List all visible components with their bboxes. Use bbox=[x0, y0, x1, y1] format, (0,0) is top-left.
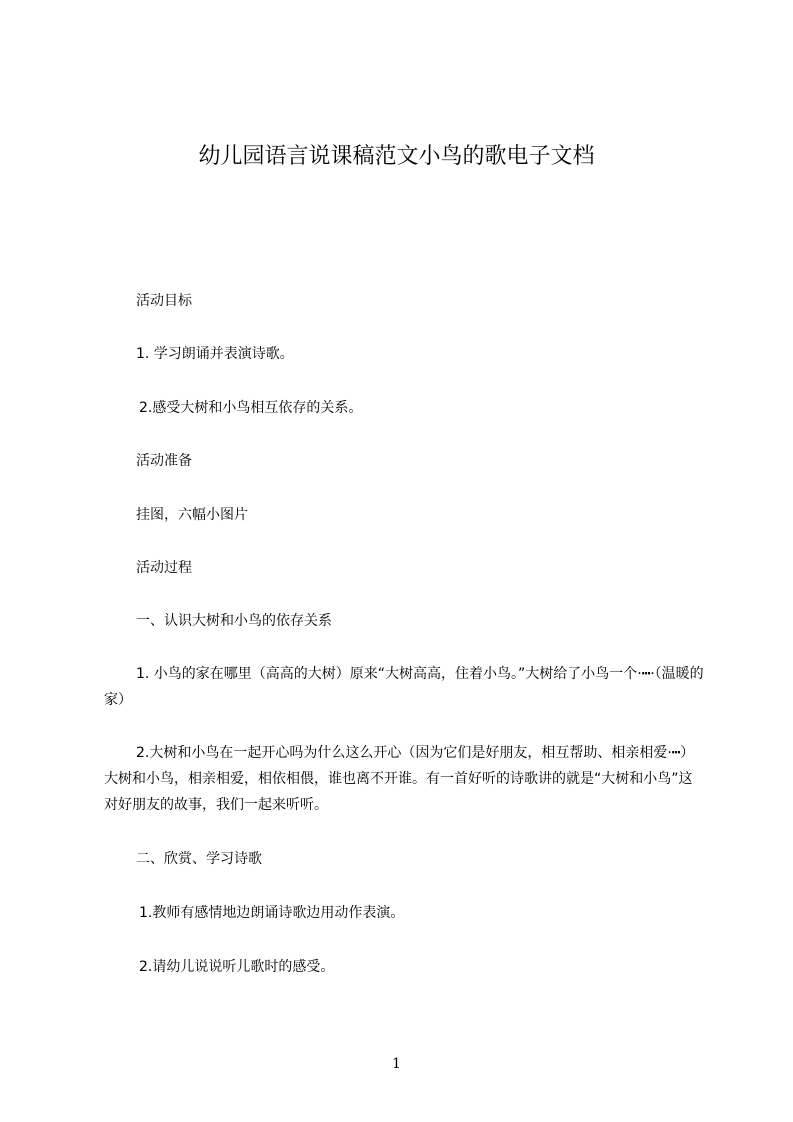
section-heading-process: 活动过程 bbox=[136, 560, 192, 576]
section-heading-goals: 活动目标 bbox=[136, 293, 192, 309]
goal-item-2: 2.感受大树和小鸟相互依存的关系。 bbox=[139, 400, 363, 416]
process-step-1-item-1: 1. 小鸟的家在哪里（高高的大树）原来“大树高高，住着小鸟。”大树给了小鸟一个·┅·（温暖的家） bbox=[104, 666, 704, 708]
process-step-1-item-2: 2.大树和小鸟在一起开心吗为什么这么开心（因为它们是好朋友，相互帮助、相亲相爱·┅）大树和小鸟，相亲相爱，相依相偎，谁也离不开谁。有一首好听的诗歌讲的就是“大树和小鸟”这对好朋友的故事，我们一起来听听。 bbox=[104, 745, 695, 813]
process-step-2-item-2: 2.请幼儿说说听儿歌时的感受。 bbox=[139, 959, 335, 975]
process-step-2-item-1: 1.教师有感情地边朗诵诗歌边用动作表演。 bbox=[139, 905, 405, 921]
preparation-text: 挂图，六幅小图片 bbox=[136, 507, 248, 523]
process-step-1-heading: 一、认识大树和小鸟的依存关系 bbox=[136, 613, 332, 629]
process-step-2-heading: 二、欣赏、学习诗歌 bbox=[136, 851, 262, 867]
page-number: 1 bbox=[392, 1056, 401, 1072]
document-title: 幼儿园语言说课稿范文小鸟的歌电子文档 bbox=[198, 144, 595, 169]
section-heading-preparation: 活动准备 bbox=[136, 453, 192, 469]
goal-item-1: 1. 学习朗诵并表演诗歌。 bbox=[136, 346, 294, 362]
